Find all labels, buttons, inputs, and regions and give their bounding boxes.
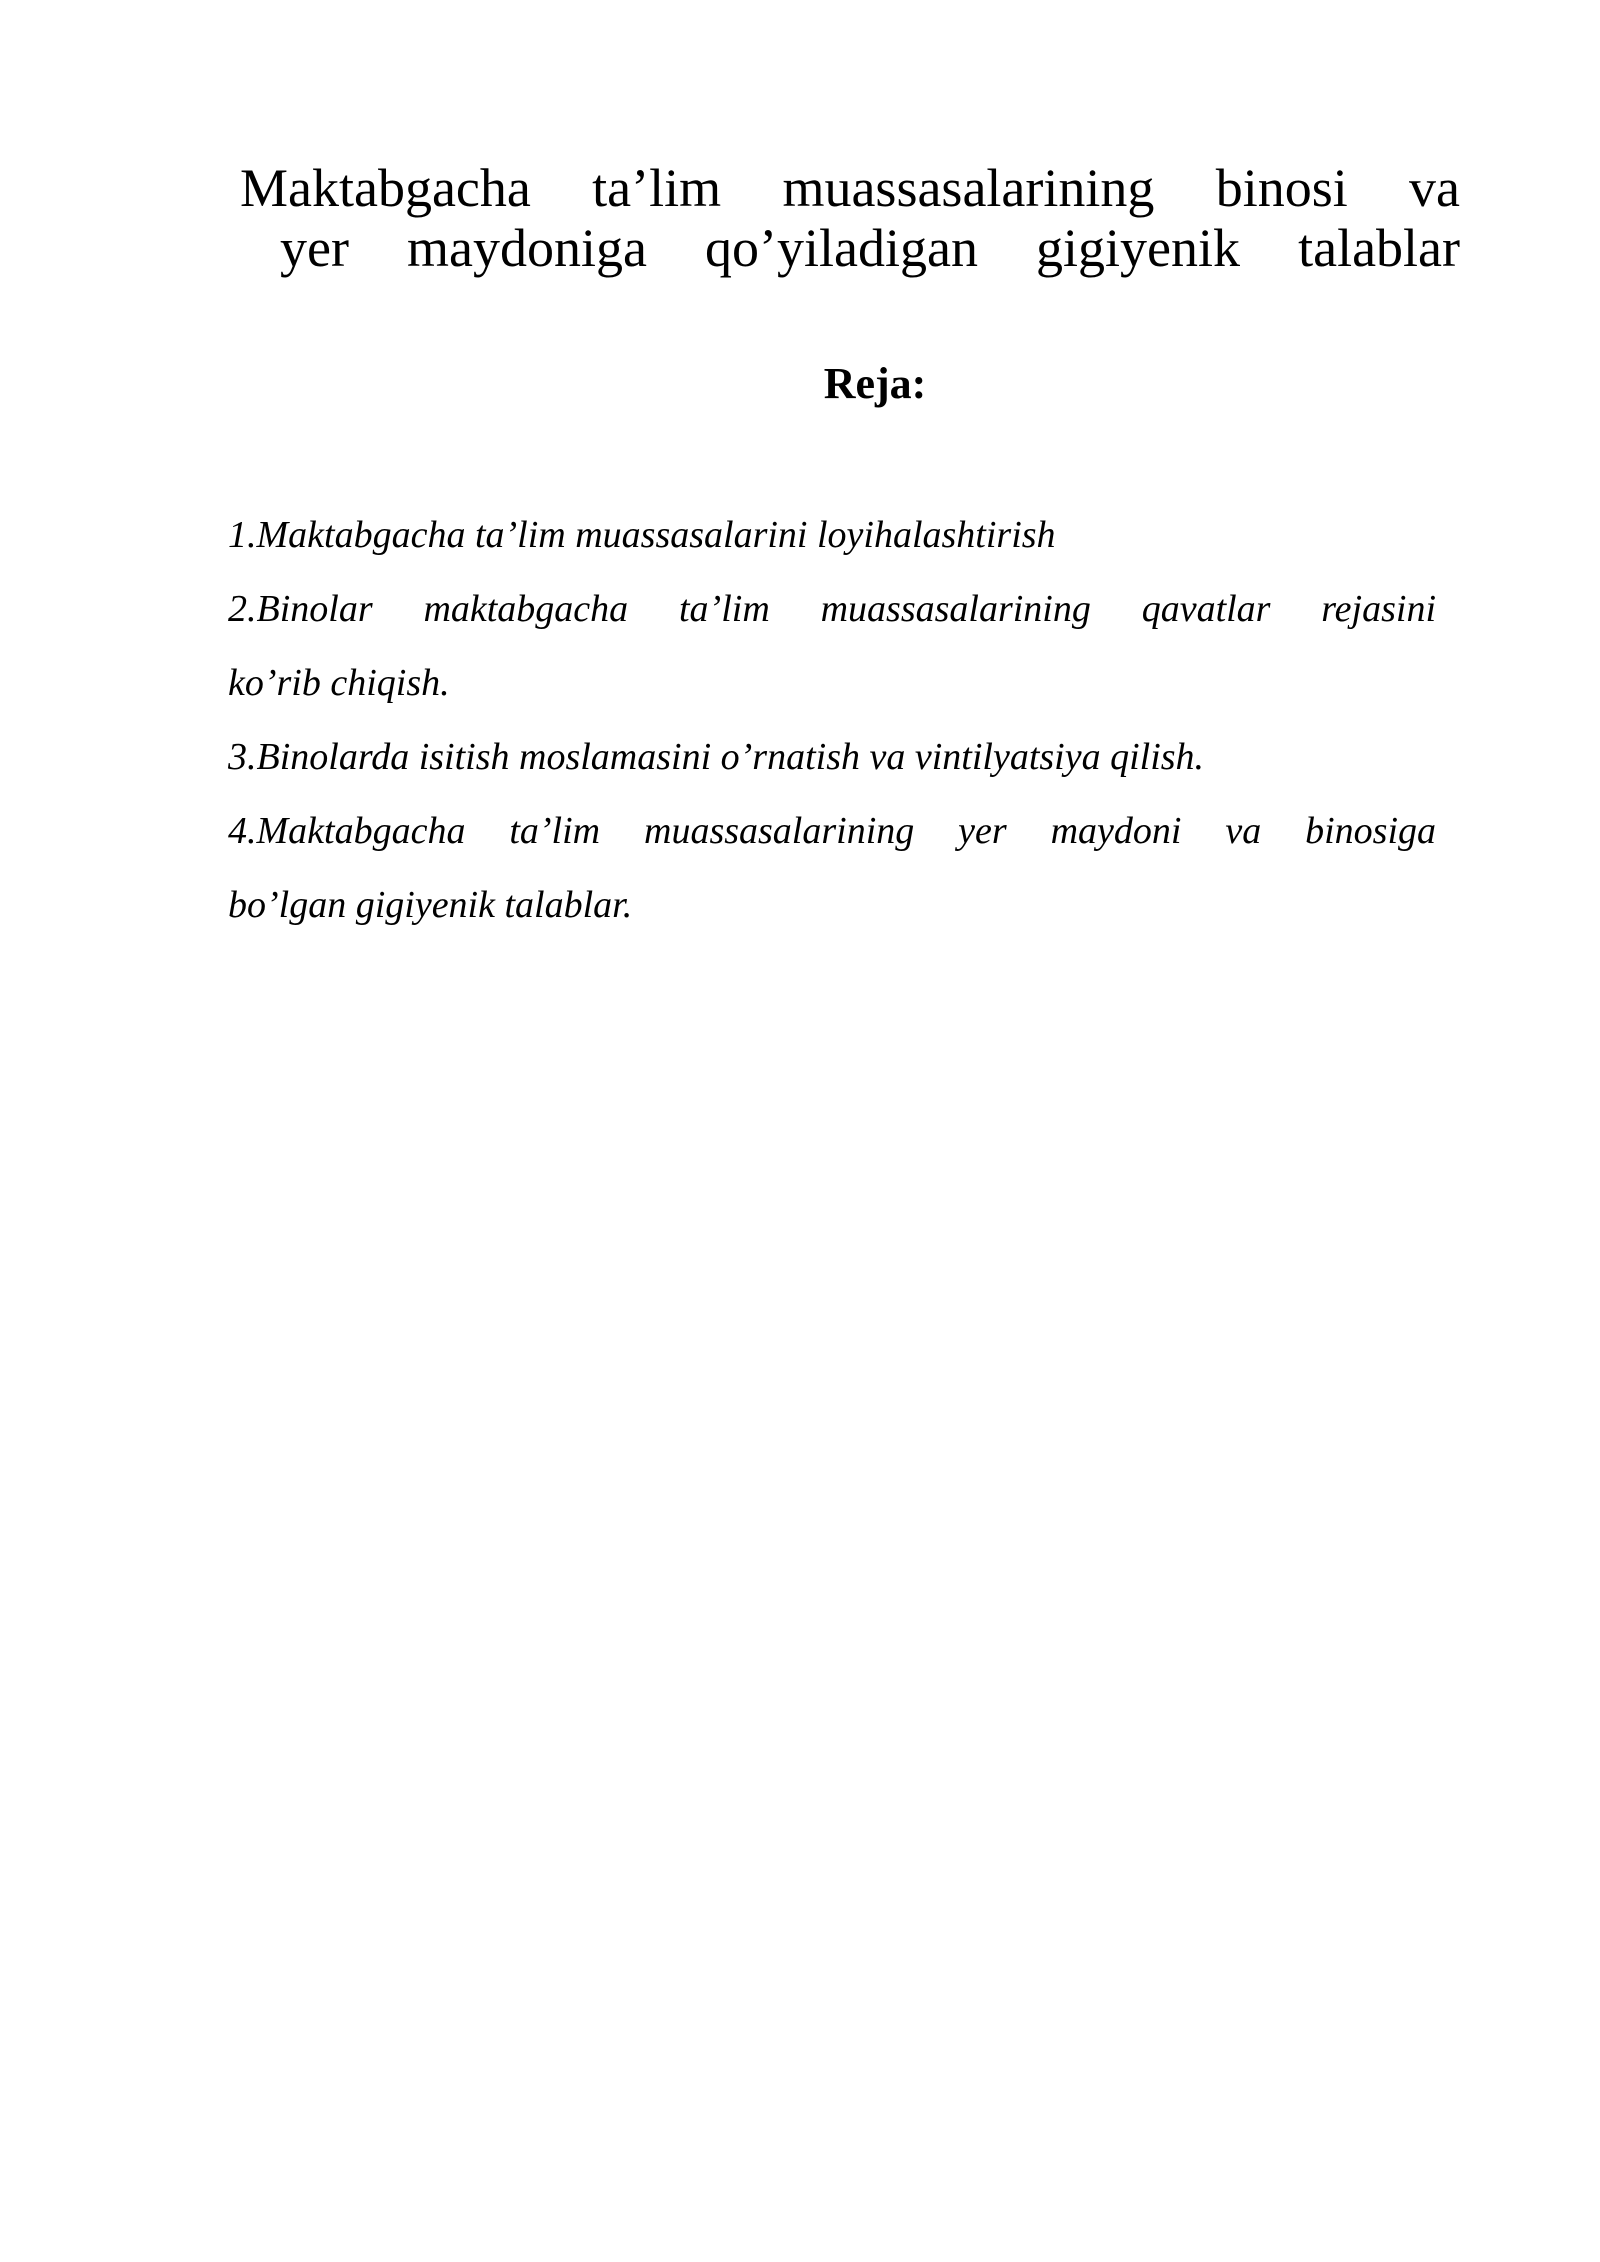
plan-heading: Reja:: [823, 359, 927, 408]
title-line-1: Maktabgacha ta’lim muassasalarining binosi va: [240, 158, 1460, 218]
plan-item-3: [228, 720, 1436, 794]
plan-item-2: [228, 572, 1436, 720]
plan-item-2-line-1: 2.Binolar maktabgacha ta’lim muassasalarining qavatlar rejasini: [228, 588, 1436, 630]
title-line-2: yer maydoniga qo’yiladigan gigiyenik talablar: [280, 218, 1460, 278]
plan-item-3-line-1: 3.Binolarda isitish moslamasini o’rnatish va vintilyatsiya qilish.: [228, 736, 1205, 778]
plan-item-1-line-1: 1.Maktabgacha ta’lim muassasalarini loyihalashtirish: [228, 514, 1056, 556]
plan-item-2-line-2: ko’rib chiqish.: [228, 662, 450, 704]
plan-list: [228, 498, 1436, 942]
plan-item-1: [228, 498, 1436, 572]
plan-item-4-line-2: bo’lgan gigiyenik talablar.: [228, 884, 633, 926]
plan-item-4-line-1: 4.Maktabgacha ta’lim muassasalarining yer maydoni va binosiga: [228, 810, 1436, 852]
plan-item-4: [228, 794, 1436, 942]
document-title: [240, 158, 1460, 278]
